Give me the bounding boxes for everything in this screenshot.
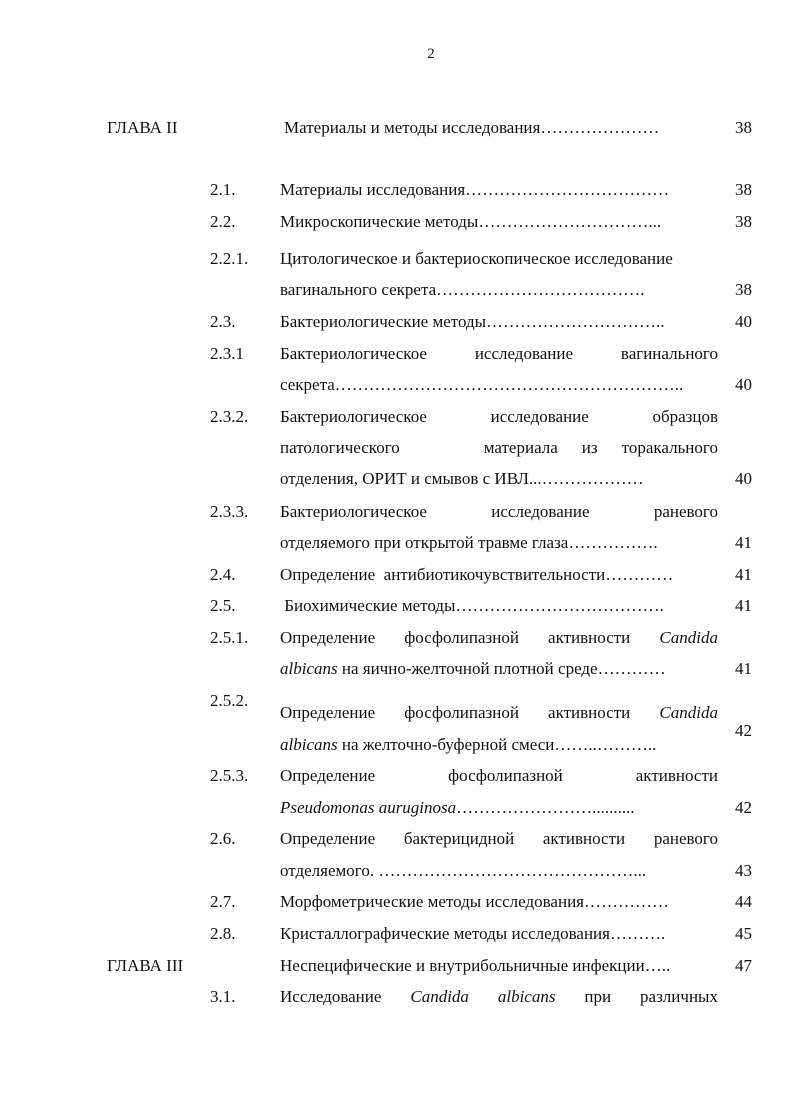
section-2-3-3-number: 2.3.3. <box>210 502 249 521</box>
section-2-3-1-page: 40 <box>735 375 752 394</box>
section-2-8-page: 45 <box>735 924 752 943</box>
word: Определение <box>280 703 376 722</box>
section-2-7-page: 44 <box>735 892 752 911</box>
section-2-1-number: 2.1. <box>210 180 236 199</box>
section-2-5-3-number: 2.5.3. <box>210 766 249 785</box>
section-2-2-page: 38 <box>735 212 752 231</box>
word: активности <box>548 703 631 722</box>
section-2-3-1-title-line1 <box>280 343 718 365</box>
word: Candida <box>410 987 469 1006</box>
page-number: 2 <box>427 46 435 62</box>
section-2-5-3-title-line2 <box>280 797 635 819</box>
section-2-5-2-title-line1 <box>280 702 718 724</box>
line-rest: на яично-желточной плотной среде………… <box>337 659 666 678</box>
word: активности <box>635 766 718 785</box>
section-2-8-title: Кристаллографические методы исследования………. <box>280 924 666 943</box>
section-2-2-1-title-line1: Цитологическое и бактериоскопическое исследование <box>280 249 673 268</box>
section-2-4-number: 2.4. <box>210 565 236 584</box>
chapter-2-label: ГЛАВА II <box>107 118 178 137</box>
word: фосфолипазной <box>404 703 519 722</box>
section-2-4-page: 41 <box>735 565 752 584</box>
word: бактерицидной <box>403 829 515 848</box>
section-2-3-1-number: 2.3.1 <box>210 344 244 363</box>
italic-term: Pseudomonas auruginosa <box>280 798 457 817</box>
section-2-3-3-title-line1 <box>280 501 718 523</box>
section-2-3-3-title-line2: отделяемого при открытой травме глаза……………. <box>280 533 658 552</box>
word: раневого <box>653 502 718 521</box>
section-2-1-page: 38 <box>735 180 752 199</box>
word: вагинального <box>620 344 718 363</box>
section-2-5-1-title-line2 <box>280 658 666 680</box>
section-2-6-number: 2.6. <box>210 829 236 848</box>
section-2-3-2-page: 40 <box>735 469 752 488</box>
section-2-2-number: 2.2. <box>210 212 236 231</box>
section-2-8-number: 2.8. <box>210 924 236 943</box>
section-2-3-page: 40 <box>735 312 752 331</box>
word: образцов <box>652 407 718 426</box>
italic-term: albicans <box>280 659 338 678</box>
section-2-3-number: 2.3. <box>210 312 236 331</box>
word: фосфолипазной <box>404 628 519 647</box>
chapter-3-page: 47 <box>735 956 752 975</box>
section-2-2-title: Микроскопические методы…………………………... <box>280 212 662 231</box>
section-2-4-title: Определение антибиотикочувствительности………… <box>280 565 674 584</box>
word: активности <box>542 829 626 848</box>
section-2-2-1-number: 2.2.1. <box>210 249 249 268</box>
section-2-7-title: Морфометрические методы исследования…………… <box>280 892 669 911</box>
section-2-5-3-page: 42 <box>735 798 752 817</box>
section-2-3-2-number: 2.3.2. <box>210 407 249 426</box>
section-2-3-3-page: 41 <box>735 533 752 552</box>
section-2-5-2-number: 2.5.2. <box>210 691 249 710</box>
word: материала <box>483 438 558 457</box>
word: фосфолипазной <box>448 766 563 785</box>
section-2-3-1-title-line2: секрета…………………………………………………….. <box>280 375 684 394</box>
line-rest: …………………….......... <box>456 798 635 817</box>
word: Определение <box>280 628 376 647</box>
section-2-2-1-title-line2: вагинального секрета………………………………. <box>280 280 645 299</box>
word: Определение <box>280 766 376 785</box>
word: раневого <box>653 829 718 848</box>
word: исследование <box>491 502 590 521</box>
section-3-1-number: 3.1. <box>210 987 236 1006</box>
section-2-5-1-title-line1 <box>280 627 718 649</box>
word: Бактериологическое <box>280 502 427 521</box>
section-2-5-number: 2.5. <box>210 596 236 615</box>
word: из <box>581 438 598 457</box>
word: различных <box>640 987 718 1006</box>
section-2-6-page: 43 <box>735 861 752 880</box>
section-2-3-2-title-line1 <box>280 406 718 428</box>
chapter-3-title: Неспецифические и внутрибольничные инфекции….. <box>280 956 671 975</box>
section-2-2-1-page: 38 <box>735 280 752 299</box>
section-2-5-1-page: 41 <box>735 659 752 678</box>
chapter-3-label: ГЛАВА III <box>107 956 184 975</box>
section-2-7-number: 2.7. <box>210 892 236 911</box>
word: Бактериологическое <box>280 407 427 426</box>
word: Candida <box>659 628 718 647</box>
section-2-5-title: Биохимические методы………………………………. <box>280 596 664 615</box>
word: патологического <box>280 438 400 457</box>
word: торакального <box>621 438 718 457</box>
section-2-6-title-line2: отделяемого. ………………………………………... <box>280 861 647 880</box>
word: исследование <box>474 344 574 363</box>
word: Определение <box>280 829 376 848</box>
word: исследование <box>490 407 589 426</box>
line-rest: на желточно-буферной смеси……..……….. <box>337 735 657 754</box>
word: при <box>584 987 612 1006</box>
chapter-2-page: 38 <box>735 118 752 137</box>
word: Candida <box>659 703 718 722</box>
italic-term: albicans <box>280 735 338 754</box>
section-3-1-title-line1 <box>280 986 718 1008</box>
section-2-6-title-line1 <box>280 828 718 850</box>
section-2-1-title: Материалы исследования……………………………… <box>280 180 670 199</box>
section-2-5-page: 41 <box>735 596 752 615</box>
section-2-5-2-page: 42 <box>735 721 752 740</box>
section-2-3-title: Бактериологические методы………………………….. <box>280 312 665 331</box>
section-2-5-3-title-line1 <box>280 765 718 787</box>
section-2-3-2-title-line2 <box>280 437 718 459</box>
word: активности <box>548 628 631 647</box>
section-2-3-2-title-line3: отделения, ОРИТ и смывов с ИВЛ...……………… <box>280 469 644 488</box>
word: albicans <box>497 987 556 1006</box>
word: Исследование <box>280 987 382 1006</box>
word: Бактериологическое <box>280 344 427 363</box>
chapter-2-title: Материалы и методы исследования………………… <box>284 118 660 137</box>
section-2-5-2-title-line2 <box>280 734 656 756</box>
section-2-5-1-number: 2.5.1. <box>210 628 249 647</box>
